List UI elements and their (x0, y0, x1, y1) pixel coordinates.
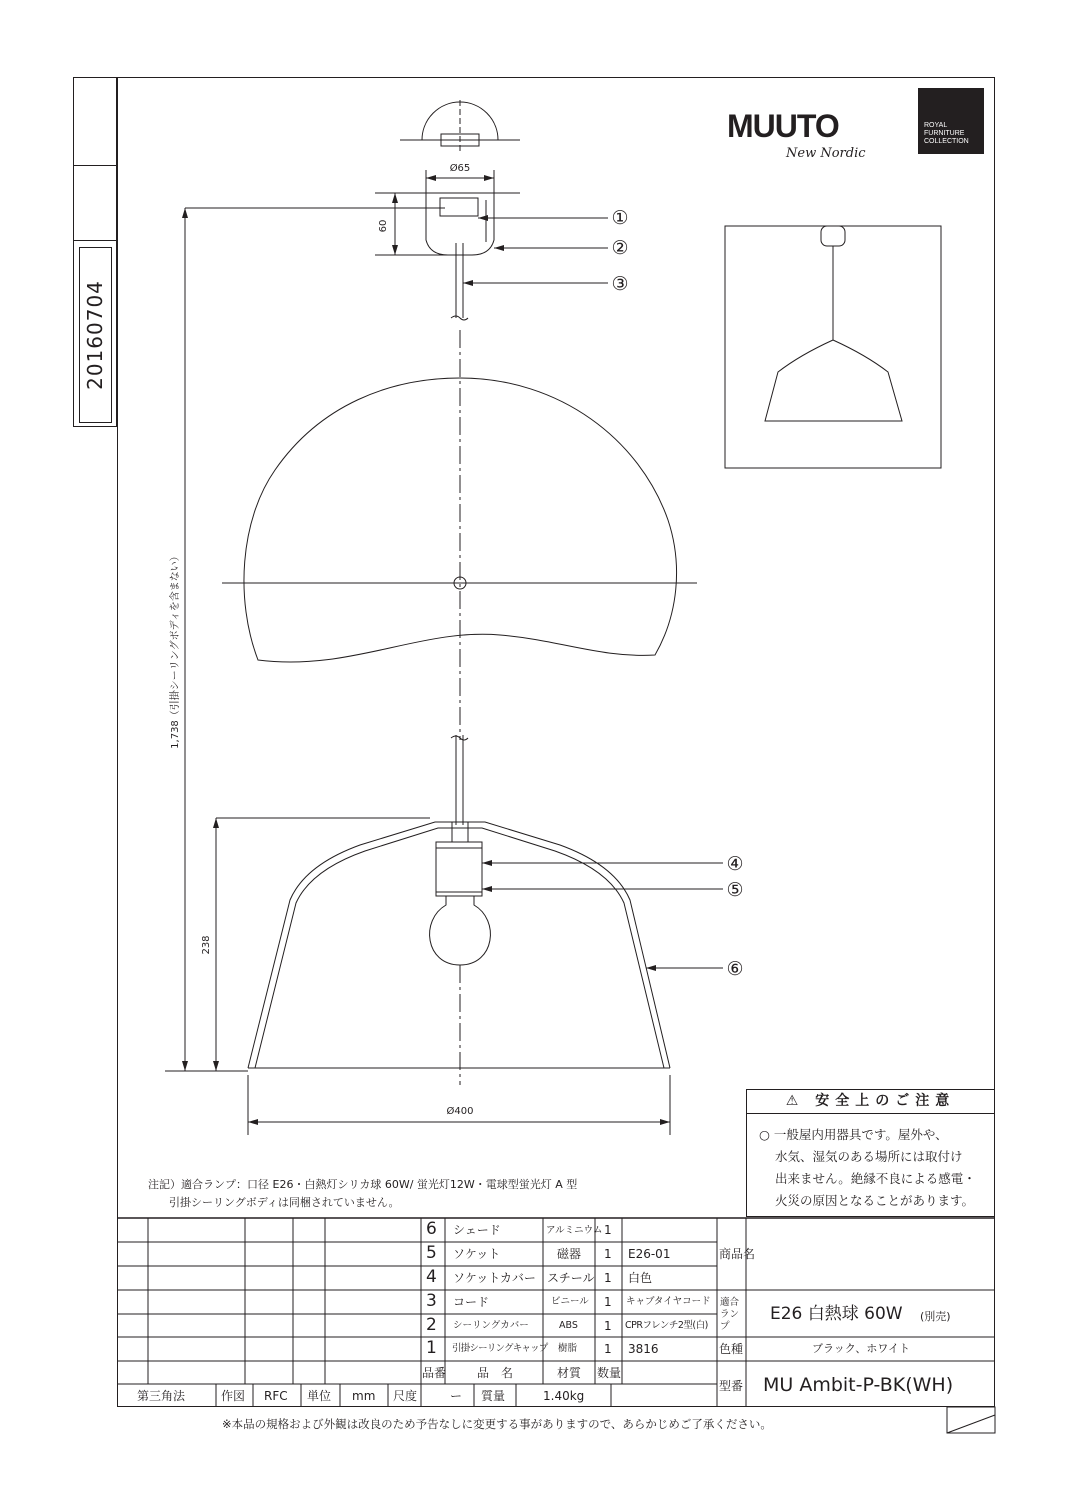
value-weight: 1.40kg (543, 1389, 585, 1403)
part-name: シーリングカバー (453, 1320, 529, 1331)
part-remark: CPRフレンチ2型(白) (625, 1320, 708, 1331)
dim-total-height: 1,738（引掛シーリングボディを含まない） (170, 551, 181, 749)
part-remark: キャブタイヤコード (626, 1296, 711, 1307)
part-number: 1 (426, 1338, 437, 1358)
part-remark: 3816 (628, 1342, 659, 1356)
part-material: ABS (559, 1320, 578, 1331)
part-material: 樹脂 (558, 1343, 578, 1354)
badge-line: ROYAL (924, 122, 948, 129)
label-product-name: 商品名 (719, 1247, 756, 1261)
safety-line: 出来ません。絶縁不良による感電・ (775, 1171, 976, 1186)
header-qty: 数量 (597, 1366, 622, 1380)
label-projection: 第三角法 (137, 1389, 186, 1403)
label-weight: 質量 (481, 1389, 506, 1403)
safety-line: ○ 一般屋内用器具です。屋外や、 (759, 1127, 948, 1142)
label-drawn-by: 作図 (221, 1389, 246, 1403)
part-material: 磁器 (557, 1247, 582, 1261)
safety-line: 水気、湿気のある場所には取付け (775, 1149, 963, 1164)
callout: ③ (611, 273, 629, 295)
label-unit: 単位 (307, 1389, 332, 1403)
part-number: 5 (426, 1243, 437, 1263)
callout: ② (611, 237, 629, 259)
brand-logo: MUUTO (727, 108, 839, 144)
value-scale: ー (450, 1389, 463, 1403)
callout: ⑥ (726, 958, 744, 980)
part-qty: 1 (604, 1271, 612, 1285)
safety-title: ⚠ 安全上のご注意 (747, 1090, 994, 1114)
label-lamp: 適合ランプ (720, 1297, 740, 1332)
part-qty: 1 (604, 1342, 612, 1356)
part-material: アルミニウム (546, 1225, 603, 1236)
callout: ④ (726, 853, 744, 875)
footer-note: ※本品の規格および外観は改良のため予告なしに変更する事がありますので、あらかじめご了承ください。 (222, 1417, 772, 1431)
label-color: 色種 (719, 1342, 744, 1356)
badge-line: COLLECTION (924, 138, 969, 145)
value-model: MU Ambit-P-BK(WH) (763, 1374, 954, 1396)
value-lamp: E26 白熱球 60W (770, 1304, 903, 1324)
part-name: 引掛シーリングキャップ (452, 1343, 548, 1354)
part-remark: 白色 (628, 1271, 653, 1285)
header-material: 材質 (557, 1366, 582, 1380)
dim-shade-height: 238 (201, 935, 212, 955)
part-qty: 1 (604, 1319, 612, 1333)
part-number: 6 (426, 1219, 437, 1239)
value-lamp-note: (別売) (920, 1310, 951, 1323)
date-code: 20160704 (83, 280, 107, 390)
part-material: ビニール (551, 1296, 589, 1307)
value-drawn-by: RFC (264, 1389, 288, 1403)
part-number: 3 (426, 1291, 437, 1311)
label-model: 型番 (719, 1379, 744, 1393)
value-unit: mm (352, 1389, 376, 1403)
part-name: ソケット (453, 1247, 501, 1261)
dim-canopy-height: 60 (378, 219, 389, 233)
callout: ① (611, 207, 629, 229)
part-qty: 1 (604, 1223, 612, 1237)
part-qty: 1 (604, 1247, 612, 1261)
value-color: ブラック、ホワイト (812, 1342, 911, 1355)
part-name: ソケットカバー (453, 1271, 536, 1285)
part-name: コード (453, 1295, 490, 1309)
safety-line: 火災の原因となることがあります。 (775, 1193, 975, 1208)
header-part-no: 品番 (422, 1366, 447, 1380)
part-qty: 1 (604, 1295, 612, 1309)
callout: ⑤ (726, 879, 744, 901)
part-number: 2 (426, 1315, 437, 1335)
part-remark: E26-01 (628, 1247, 671, 1261)
note-line-1: 注記）適合ランプ：口径 E26・白熱灯シリカ球 60W/ 蛍光灯12W・電球型蛍光灯 A 型 (148, 1178, 578, 1191)
part-number: 4 (426, 1267, 437, 1287)
header-part-name: 品 名 (477, 1366, 514, 1380)
label-scale: 尺度 (393, 1389, 418, 1403)
brand-tagline: New Nordic (786, 146, 866, 161)
part-name: シェード (453, 1223, 501, 1237)
part-material: スチール (547, 1271, 595, 1285)
note-line-2: 引掛シーリングボディは同梱されていません。 (169, 1196, 400, 1209)
dim-shade-diameter: Ø400 (446, 1106, 474, 1117)
badge-line: FURNITURE (924, 130, 965, 137)
dim-canopy-diameter: Ø65 (449, 163, 471, 174)
